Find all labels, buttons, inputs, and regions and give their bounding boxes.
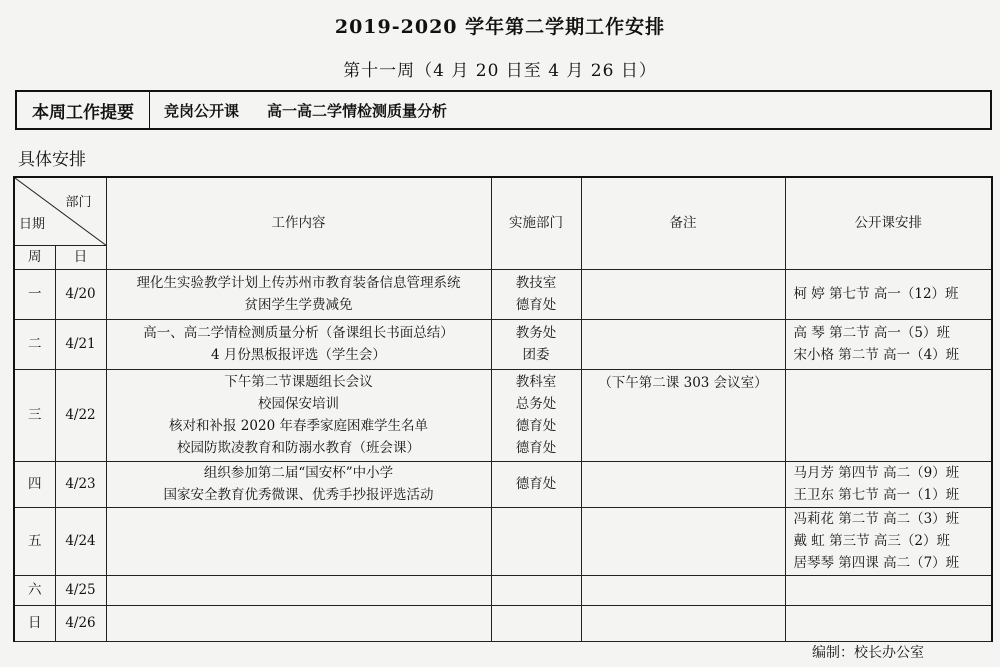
public-class-cell	[785, 369, 992, 461]
note-cell	[581, 575, 785, 605]
dept-cell-line: 教务处	[515, 325, 557, 341]
public-class-cell	[785, 575, 992, 605]
content-cell	[106, 369, 491, 461]
note-cell-line: （下午第二课 303 会议室）	[598, 374, 768, 391]
dept-cell	[491, 369, 581, 461]
day-row	[14, 319, 992, 369]
dept-cell	[491, 605, 581, 641]
day-row	[14, 269, 992, 319]
corner-date-label: 日期	[19, 217, 46, 232]
dept-cell	[491, 269, 581, 319]
header-week: 周	[14, 245, 55, 269]
document-title: 2019-2020 学年第二学期工作安排	[334, 16, 666, 38]
week-cell: 日	[14, 605, 55, 641]
week-cell: 五	[14, 507, 55, 575]
dept-cell-line: 德育处	[515, 476, 557, 492]
note-cell	[581, 269, 785, 319]
public-class-cell-line: 戴 虹 第三节 高三（2）班	[793, 533, 950, 549]
day-row	[14, 461, 992, 507]
week-cell: 四	[14, 461, 55, 507]
note-cell	[581, 319, 785, 369]
public-class-cell	[785, 605, 992, 641]
content-cell-line: 核对和补报 2020 年春季家庭困难学生名单	[169, 418, 428, 434]
schedule-table	[13, 176, 993, 642]
public-class-cell-line: 宋小格 第二节 高一（4）班	[793, 347, 960, 363]
day-row	[14, 605, 992, 641]
week-cell: 六	[14, 575, 55, 605]
public-class-cell	[785, 461, 992, 507]
week-cell: 三	[14, 369, 55, 461]
public-class-cell-line: 马月芳 第四节 高二（9）班	[793, 465, 960, 481]
date-cell: 4/24	[55, 507, 106, 575]
content-cell	[106, 269, 491, 319]
note-cell	[581, 605, 785, 641]
day-row	[14, 575, 992, 605]
dept-cell	[491, 461, 581, 507]
dept-cell	[491, 575, 581, 605]
summary-item: 竞岗公开课	[164, 101, 240, 120]
week-cell: 二	[14, 319, 55, 369]
public-class-cell	[785, 507, 992, 575]
header-public: 公开课安排	[785, 177, 992, 269]
dept-cell-line: 德育处	[515, 440, 557, 456]
content-cell	[106, 575, 491, 605]
dept-cell	[491, 507, 581, 575]
content-cell	[106, 507, 491, 575]
date-cell: 4/22	[55, 369, 106, 461]
public-class-cell-line: 柯 婷 第七节 高一（12）班	[793, 286, 959, 302]
day-row	[14, 507, 992, 575]
day-row	[14, 369, 992, 461]
content-cell-line: 下午第二节课题组长会议	[224, 374, 373, 390]
public-class-cell-line: 王卫东 第七节 高一（1）班	[793, 487, 960, 503]
date-cell: 4/20	[55, 269, 106, 319]
public-class-cell-line: 高 琴 第二节 高一（5）班	[793, 325, 950, 341]
date-cell: 4/23	[55, 461, 106, 507]
header-dept: 实施部门	[491, 177, 581, 269]
note-cell	[581, 461, 785, 507]
dept-cell-line: 教科室	[515, 374, 557, 390]
week-cell: 一	[14, 269, 55, 319]
date-cell: 4/26	[55, 605, 106, 641]
corner-header-cell	[14, 177, 106, 245]
dept-cell-line: 德育处	[515, 418, 557, 434]
section-title: 具体安排	[18, 150, 86, 170]
header-note: 备注	[581, 177, 785, 269]
note-cell	[581, 369, 785, 461]
content-cell	[106, 461, 491, 507]
content-cell-line: 校园保安培训	[258, 396, 339, 412]
content-cell-line: 理化生实验教学计划上传苏州市教育装备信息管理系统	[136, 275, 461, 291]
summary-item: 高一高二学情检测质量分析	[267, 101, 448, 120]
note-cell	[581, 507, 785, 575]
content-cell	[106, 605, 491, 641]
dept-cell-line: 教技室	[515, 275, 557, 291]
weekly-summary-box	[15, 90, 992, 130]
header-day: 日	[55, 245, 106, 269]
corner-dept-label: 部门	[65, 195, 92, 210]
compiled-by: 编制：校长办公室	[812, 645, 924, 661]
content-cell-line: 高一、高二学情检测质量分析（备课组长书面总结）	[143, 325, 454, 341]
header-content: 工作内容	[106, 177, 491, 269]
public-class-cell-line: 冯莉花 第二节 高二（3）班	[793, 511, 960, 527]
dept-cell	[491, 319, 581, 369]
public-class-cell-line: 居琴琴 第四课 高二（7）班	[793, 555, 960, 571]
public-class-cell	[785, 269, 992, 319]
content-cell-line: 国家安全教育优秀微课、优秀手抄报评选活动	[163, 487, 434, 503]
date-cell: 4/21	[55, 319, 106, 369]
summary-label: 本周工作提要	[17, 92, 150, 128]
content-cell	[106, 319, 491, 369]
date-cell: 4/25	[55, 575, 106, 605]
content-cell-line: 校园防欺凌教育和防溺水教育（班会课）	[177, 440, 420, 456]
dept-cell-line: 德育处	[515, 297, 557, 313]
content-cell-line: 组织参加第二届“国安杯”中小学	[203, 465, 394, 481]
public-class-cell	[785, 319, 992, 369]
content-cell-line: 贫困学生学费减免	[244, 297, 353, 313]
dept-cell-line: 总务处	[515, 396, 557, 412]
dept-cell-line: 团委	[522, 347, 550, 363]
week-range: 第十一周（4 月 20 日至 4 月 26 日）	[343, 61, 657, 81]
content-cell-line: 4 月份黑板报评选（学生会）	[211, 347, 386, 363]
